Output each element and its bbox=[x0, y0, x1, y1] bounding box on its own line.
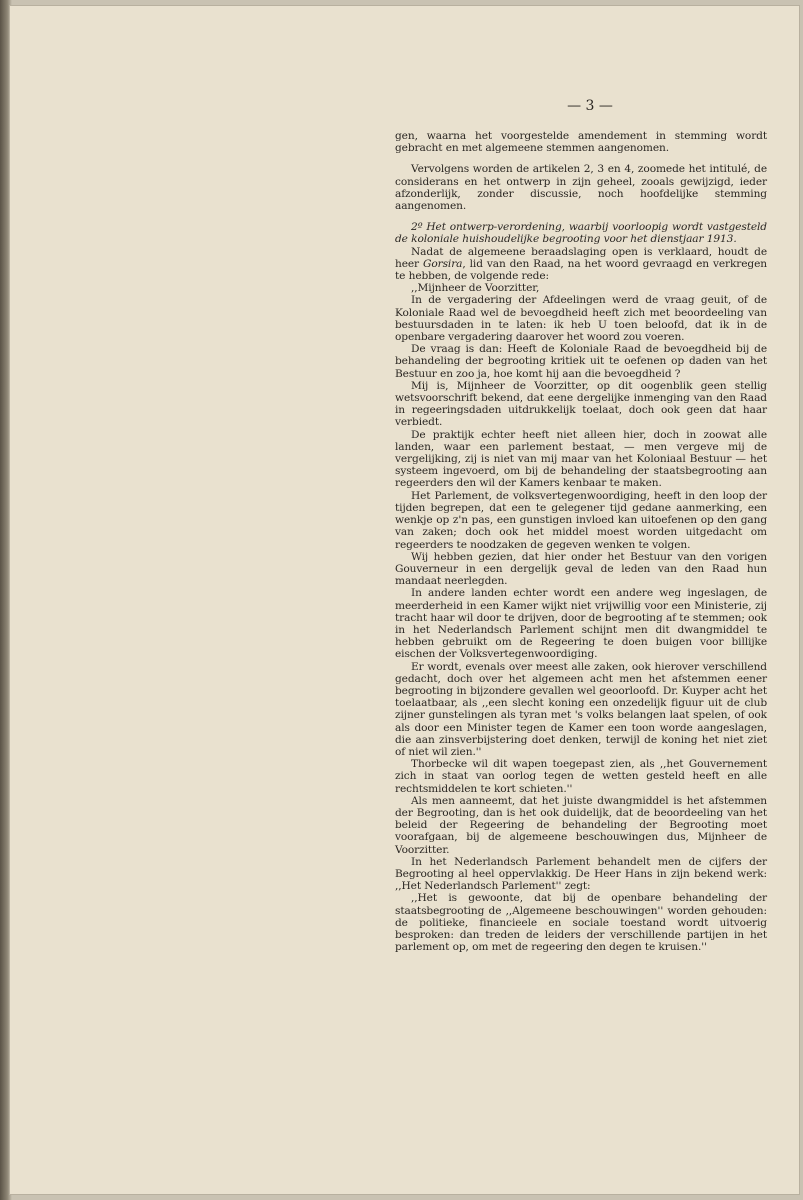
paragraph: De vraag is dan: Heeft de Koloniale Raad de bevoegdheid bij de behandeling der begrooting kritiek uit te oefenen op daden van het Bestuur en zoo ja, hoe komt hij aan die bevoegdheid ? bbox=[395, 343, 767, 380]
salutation: ,,Mijnheer de Voorzitter, bbox=[411, 282, 540, 295]
paragraph: Mij is, Mijnheer de Voorzitter, op dit oogenblik geen stellig wetsvoorschrift bekend, dat eene dergelijke inmenging van den Raad in regeeringsdaden uitdrukkelijk toelaat, doch ook geen dat haar verbiedt. bbox=[395, 379, 767, 429]
text-run: Nadat de algemeene beraadslaging open is verklaard, houdt de heer bbox=[395, 245, 767, 270]
section-heading: 2º Het ontwerp-verordening, waarbij voorloopig wordt vastgesteld de koloniale huishoudelijke begrooting voor het dienstjaar 1913. bbox=[395, 221, 767, 246]
speaker-name: Gorsira bbox=[422, 257, 463, 270]
paragraph: gen, waarna het voorgestelde amendement in stemming wordt gebracht en met algemeene stemmen aangenomen. bbox=[395, 130, 767, 155]
paragraph: In de vergadering der Afdeelingen werd de vraag geuit, of de Koloniale Raad wel de bevoegdheid heeft zich met beoordeeling van bestuursdaden in te laten: ik heb U toen beloofd, dat ik in de openbare vergadering daarover het woord zou voeren. bbox=[395, 294, 767, 344]
paragraph: In het Nederlandsch Parlement behandelt men de cijfers der Begrooting al heel oppervlakkig. De Heer Hans in zijn bekend werk: ,,Het Nederlandsch Parlement'' zegt: bbox=[395, 855, 767, 893]
text-column bbox=[395, 130, 767, 953]
paragraph: Er wordt, evenals over meest alle zaken, ook hierover verschillend gedacht, doch over het algemeen acht men het afstemmen eener begrooting in bijzondere gevallen wel geoorloofd. Dr. Kuyper acht het toelaatbaar, als ,,een slecht koning een onzedelijk figuur uit de club zijner gunstelingen als tyran met 's volks belangen laat spelen, of ook als door een Minister tegen de Kamer een toon worde aangeslagen, die aan zinsverbijstering doet denken, terwijl de koning het niet ziet of niet wil zien.'' bbox=[395, 660, 767, 758]
paragraph: De praktijk echter heeft niet alleen hier, doch in zoowat alle landen, waar een parlement bestaat, — men vergeve mij de vergelijking, zij is niet van mij maar van het Koloniaal Bestuur — het systeem ingevoerd, om bij de behandeling der staatsbegrooting aan regeerders den wil der Kamers kenbaar te maken. bbox=[395, 428, 767, 490]
paragraph: ,,Het is gewoonte, dat bij de openbare behandeling der staatsbegrooting de ,,Algemeene beschouwingen'' worden gehouden: de politieke, financieele en sociale toestand wordt uitvoerig besproken: dan treden de leiders der verschillende partijen in het parlement op, om met de regeering den degen te kruisen.'' bbox=[395, 892, 767, 954]
paragraph bbox=[395, 246, 767, 283]
paragraph: Als men aanneemt, dat het juiste dwangmiddel is het afstemmen der Begrooting, dan is het ook duidelijk, dat de beoordeeling van het beleid der Regeering de behandeling der Begrooting moet voorafgaan, bij de algemeene beschouwingen dus, Mijnheer de Voorzitter. bbox=[395, 794, 767, 856]
text-run: , lid van den Raad, na het woord gevraagd en verkregen te hebben, de volgende rede: bbox=[395, 257, 767, 283]
paragraph: In andere landen echter wordt een andere weg ingeslagen, de meerderheid in een Kamer wijkt niet vrijwillig voor een Ministerie, zij tracht haar wil door te drijven, door de begrooting af te stemmen; ook in het Nederlandsch Parlement schijnt men dit dwangmiddel te hebben gebruikt om de Regeering te doen buigen voor billijke eischen der Volksvertegenwoordiging. bbox=[395, 587, 767, 661]
paragraph: Wij hebben gezien, dat hier onder het Bestuur van den vorigen Gouverneur in een dergelijk geval de leden van den Raad hun mandaat neerlegden. bbox=[395, 550, 767, 588]
paragraph: Het Parlement, de volksvertegenwoordiging, heeft in den loop der tijden begrepen, dat een te gelegener tijd gedane aanmerking, een wenkje op z'n pas, een gunstigen invloed kan uitoefenen op den gang van zaken; doch ook het middel moest worden uitgedacht om regeerders te noodzaken de gegeven wenken te volgen. bbox=[395, 489, 767, 551]
paragraph: Vervolgens worden de artikelen 2, 3 en 4, zoomede het intitulé, de considerans en het ontwerp in zijn geheel, zooals gewijzigd, ieder afzonderlijk, zonder discussie, noch hoofdelijke stemming aangenomen. bbox=[395, 163, 767, 213]
paragraph: Thorbecke wil dit wapen toegepast zien, als ,,het Gouvernement zich in staat van oorlog tegen de wetten gesteld heeft en alle rechtsmiddelen te kort schieten.'' bbox=[395, 758, 767, 795]
page-number: — 3 — bbox=[567, 98, 613, 114]
